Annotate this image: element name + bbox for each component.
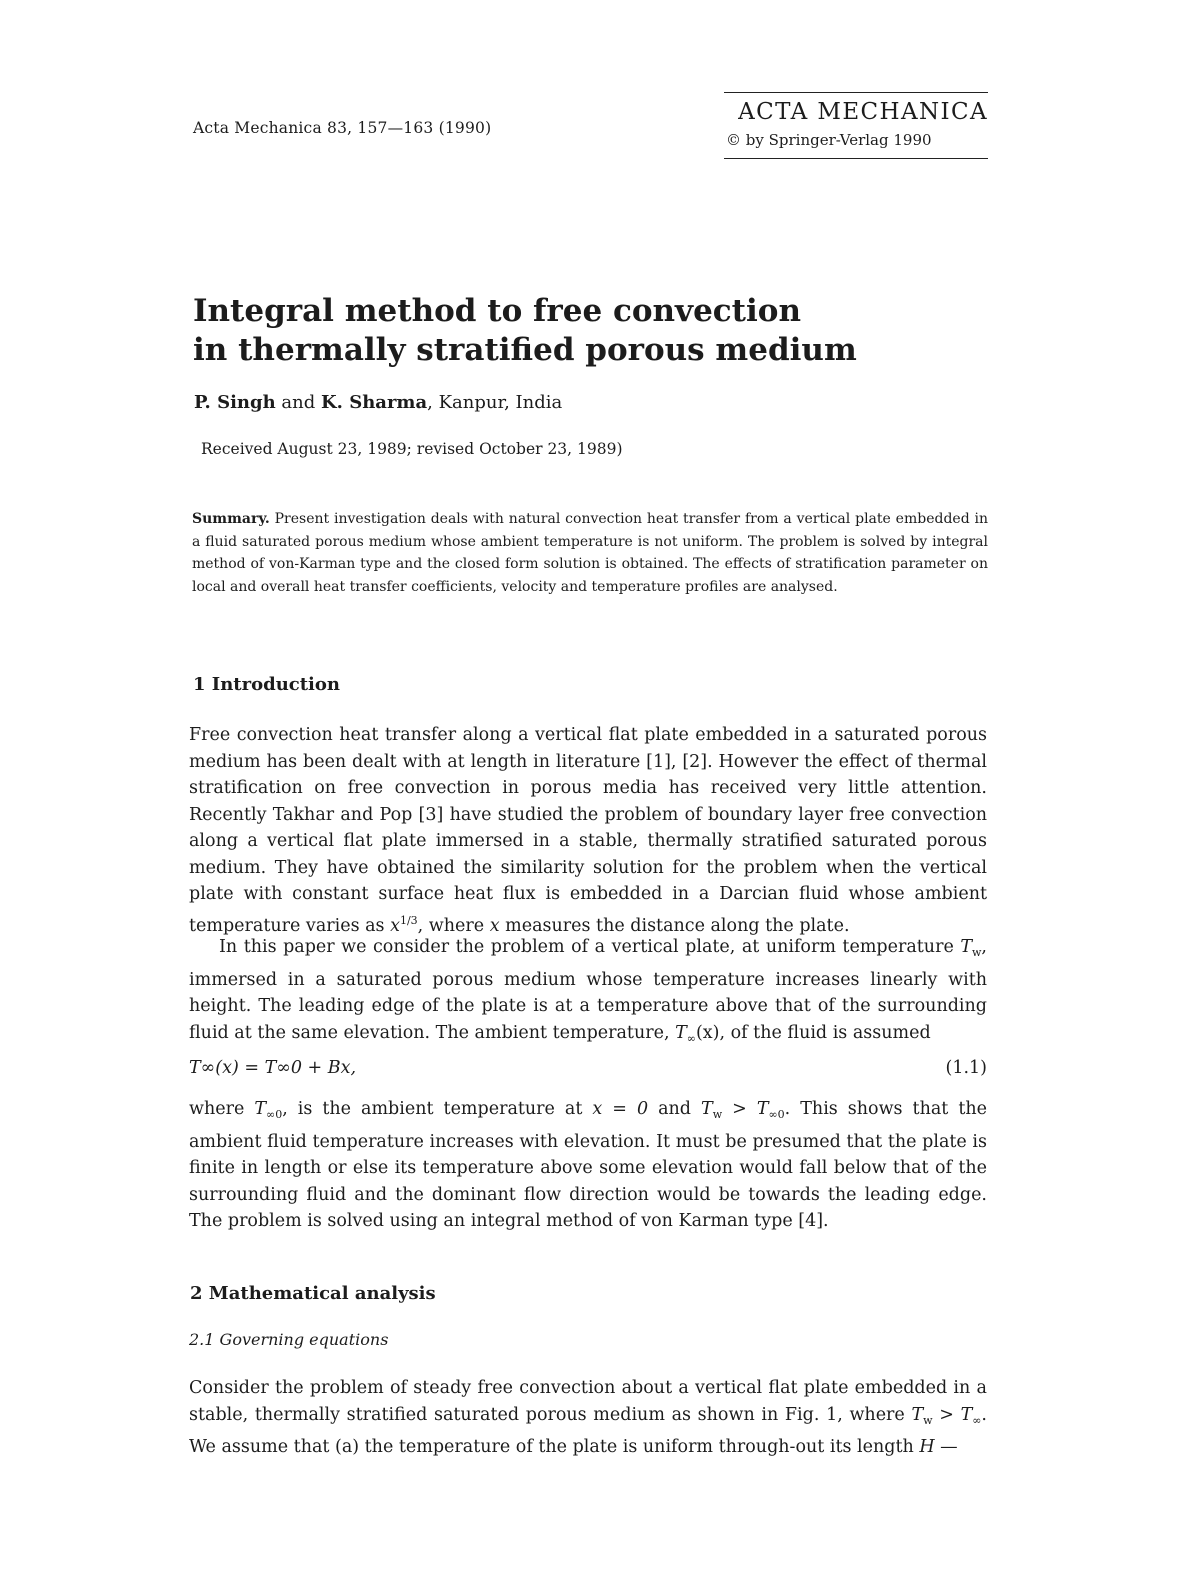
article-title xyxy=(193,292,953,370)
math-H: H xyxy=(919,1437,935,1457)
math-x: x xyxy=(390,915,400,936)
journal-citation: Acta Mechanica 83, 157—163 (1990) xyxy=(193,119,492,137)
authors xyxy=(194,392,562,413)
title-line-2: in thermally stratified porous medium xyxy=(193,332,857,368)
summary xyxy=(192,508,988,598)
math-T: T xyxy=(756,1099,769,1119)
paragraph-intro-2 xyxy=(189,934,987,1052)
math-arg: (x) xyxy=(695,1022,720,1043)
text-run: Consider the problem of steady free convection about a vertical flat plate embedded in a stable, thermally stratified saturated porous medium as shown in Fig. 1, where xyxy=(189,1378,987,1425)
math-sub-inf: ∞ xyxy=(686,1031,696,1045)
math-gt: > xyxy=(722,1099,757,1119)
math-T: T xyxy=(675,1022,687,1043)
equation-number: (1.1) xyxy=(945,1058,987,1078)
paragraph-intro-3 xyxy=(189,1096,987,1235)
text-run: In this paper we consider the problem of a vertical plate, at uniform temperature xyxy=(219,937,961,957)
subsection-heading-governing-equations: 2.1 Governing equations xyxy=(189,1330,389,1349)
math-T: T xyxy=(911,1404,924,1425)
author-2: K. Sharma xyxy=(321,392,428,413)
title-line-1: Integral method to free convection xyxy=(193,293,801,329)
text-run: , of the fluid is assumed xyxy=(719,1022,931,1043)
text-run: . This shows that the ambient fluid temperature increases with elevation. It must be presumed that the plate is finite in length or else its temperature above some elevation would fall below that of the surrounding fluid and the dominant flow direction would be towards the leading edge. The problem is solved using an integral method of von Karman type [4]. xyxy=(189,1099,987,1231)
text-run: — xyxy=(934,1437,958,1457)
paragraph-intro-1 xyxy=(189,722,987,939)
math-sub-w: w xyxy=(972,946,982,959)
math-T: T xyxy=(701,1099,713,1119)
text-run: where xyxy=(189,1099,255,1119)
math-T: T xyxy=(960,1404,973,1425)
publisher-copyright: © by Springer-Verlag 1990 xyxy=(726,131,932,149)
text-run: . We assume that (a) the temperature of the plate is uniform through-out its length xyxy=(189,1404,987,1457)
text-run: , immersed in a saturated porous medium whose temperature increases linearly with height. The leading edge of the plate is at a temperature above that of the surrounding fluid at the same elevation. The ambient temperature, xyxy=(189,937,987,1043)
paragraph-governing-1 xyxy=(189,1375,987,1461)
math-exponent: 1/3 xyxy=(399,913,418,927)
math-gt: > xyxy=(932,1404,961,1425)
authors-and: and xyxy=(281,392,316,413)
received-dates: Received August 23, 1989; revised October 23, 1989) xyxy=(201,440,623,458)
equation-body: T∞(x) = T∞0 + Bx, xyxy=(189,1058,357,1078)
affiliation: , Kanpur, India xyxy=(427,392,563,413)
math-sub-w: w xyxy=(712,1108,723,1121)
summary-label: Summary. xyxy=(192,511,270,527)
math-sub-inf0: ∞0 xyxy=(266,1108,283,1121)
header-rule-top xyxy=(724,92,988,93)
math-sub-w: w xyxy=(923,1413,933,1427)
math-x: x xyxy=(489,915,500,936)
author-1: P. Singh xyxy=(194,392,276,413)
section-heading-mathematical-analysis: 2 Mathematical analysis xyxy=(190,1283,436,1304)
text-run: and xyxy=(648,1099,702,1119)
math-sub-inf: ∞ xyxy=(972,1413,982,1427)
math-T: T xyxy=(960,937,972,957)
text-run: measures the distance along the plate. xyxy=(499,915,850,936)
text-run: , where xyxy=(417,915,490,936)
section-heading-introduction: 1 Introduction xyxy=(193,674,340,695)
journal-name: ACTA MECHANICA xyxy=(738,99,988,125)
header-rule-bottom xyxy=(724,158,988,159)
math-x-eq-0: x = 0 xyxy=(592,1099,649,1119)
math-sub-inf0: ∞0 xyxy=(768,1108,785,1121)
equation-1-1 xyxy=(189,1058,987,1078)
text-run: Free convection heat transfer along a vertical flat plate embedded in a saturated porous medium has been dealt with at length in literature [1], [2]. However the effect of thermal stratification on free convection in porous media has received very little attention. Recently Takhar and Pop [3] have studied the problem of boundary layer free convection along a vertical flat plate immersed in a stable, thermally stratified saturated porous medium. They have obtained the similarity solution for the problem when the vertical plate with constant surface heat flux is embedded in a Darcian fluid whose ambient temperature varies as xyxy=(189,725,987,936)
math-T: T xyxy=(254,1099,267,1119)
text-run: , is the ambient temperature at xyxy=(282,1099,593,1119)
summary-text: Present investigation deals with natural convection heat transfer from a vertical plate embedded in a fluid saturated porous medium whose ambient temperature is not uniform. The problem is solved by integral method of von-Karman type and the closed form solution is obtained. The effects of stratification parameter on local and overall heat transfer coefficients, velocity and temperature profiles are analysed. xyxy=(192,511,989,595)
